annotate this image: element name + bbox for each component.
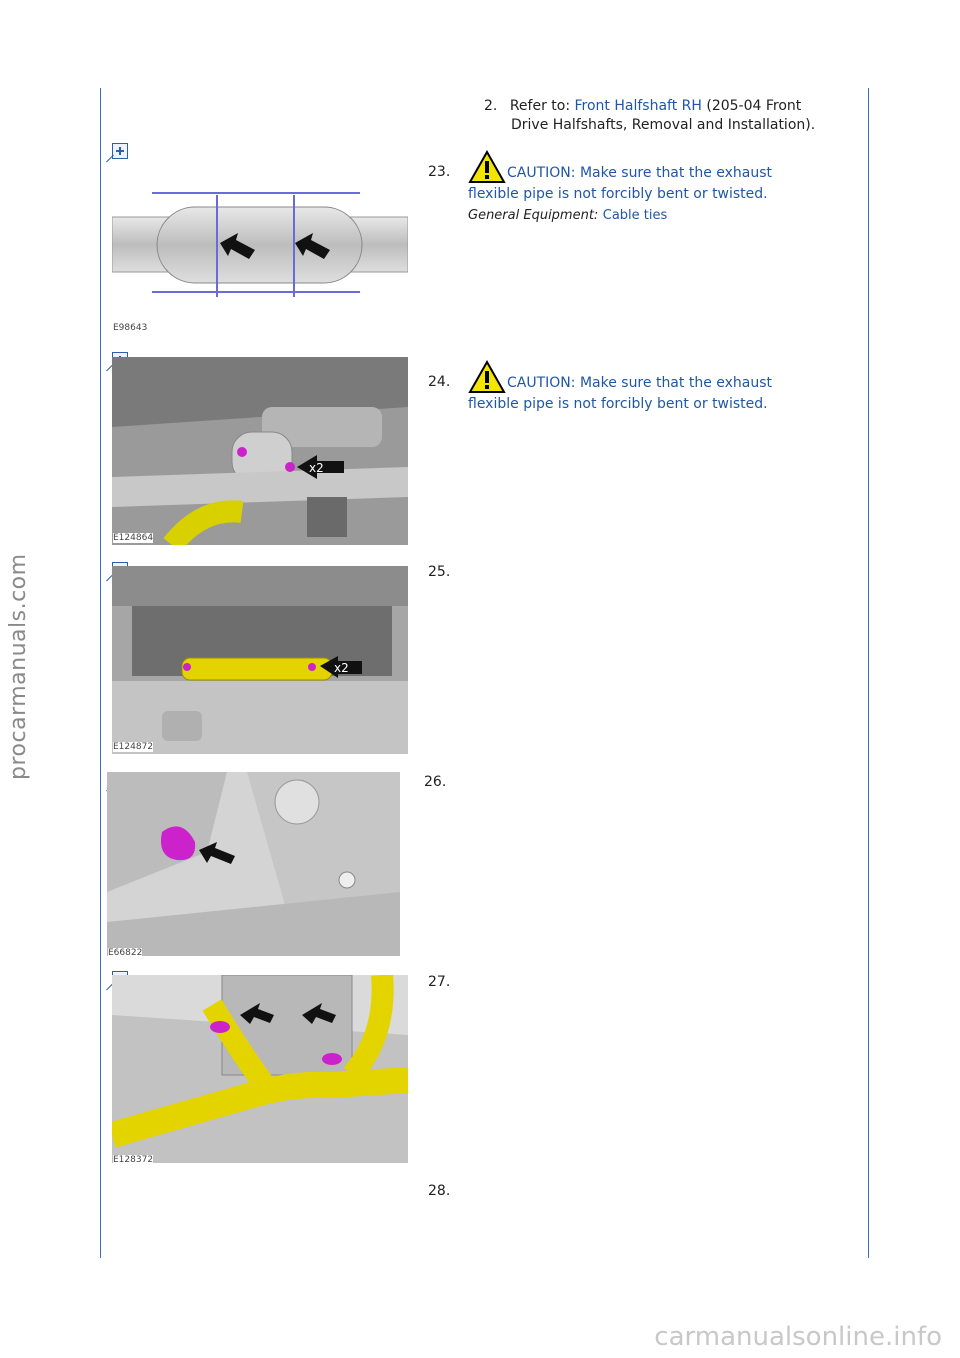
sub-step-number: 2. — [484, 98, 498, 114]
caution-24 — [468, 360, 838, 415]
x2-callout: x2 — [309, 461, 324, 475]
figure-label: E124864 — [113, 533, 154, 543]
refer-suffix-2: Drive Halfshafts, Removal and Installation). — [511, 117, 816, 133]
x2-callout: x2 — [334, 661, 349, 675]
figure-e124872 — [112, 566, 408, 754]
step-number-28: 28. — [428, 1183, 451, 1199]
warning-icon — [468, 150, 506, 184]
caution-text: CAUTION: Make sure that the exhaust — [507, 165, 773, 181]
step-number-25: 25. — [428, 564, 451, 580]
refer-suffix-1: (205-04 Front — [706, 98, 802, 114]
warning-icon — [468, 360, 506, 394]
step-number-24: 24. — [428, 374, 451, 390]
left-margin-rule — [100, 88, 101, 1258]
figure-e66822 — [107, 772, 400, 956]
figure-label: E98643 — [113, 323, 148, 333]
side-watermark: procarmanuals.com — [6, 553, 31, 780]
figure-label: E128372 — [113, 1155, 154, 1165]
figure-e124864 — [112, 357, 408, 545]
refer-prefix: Refer to: — [509, 98, 571, 114]
right-margin-rule — [868, 88, 869, 1258]
figure-label: E124872 — [113, 742, 154, 752]
caution-text-2: flexible pipe is not forcibly bent or twisted. — [468, 186, 768, 202]
zoom-icon[interactable] — [112, 143, 128, 159]
step-number-26: 26. — [424, 774, 447, 790]
sub-step-2 — [484, 97, 854, 135]
cable-ties-link[interactable]: Cable ties — [602, 208, 668, 223]
caution-23 — [468, 150, 838, 226]
front-halfshaft-link[interactable]: Front Halfshaft RH — [574, 98, 702, 114]
step-number-27: 27. — [428, 974, 451, 990]
caution-text-2: flexible pipe is not forcibly bent or twisted. — [468, 396, 768, 412]
equipment-label: General Equipment: — [468, 208, 599, 223]
figure-e128372 — [112, 975, 408, 1163]
caution-text: CAUTION: Make sure that the exhaust — [507, 375, 773, 391]
figure-e98643 — [112, 185, 408, 300]
bottom-watermark: carmanualsonline.info — [654, 1322, 942, 1352]
figure-label: E66822 — [108, 948, 143, 958]
step-number-23: 23. — [428, 164, 451, 180]
